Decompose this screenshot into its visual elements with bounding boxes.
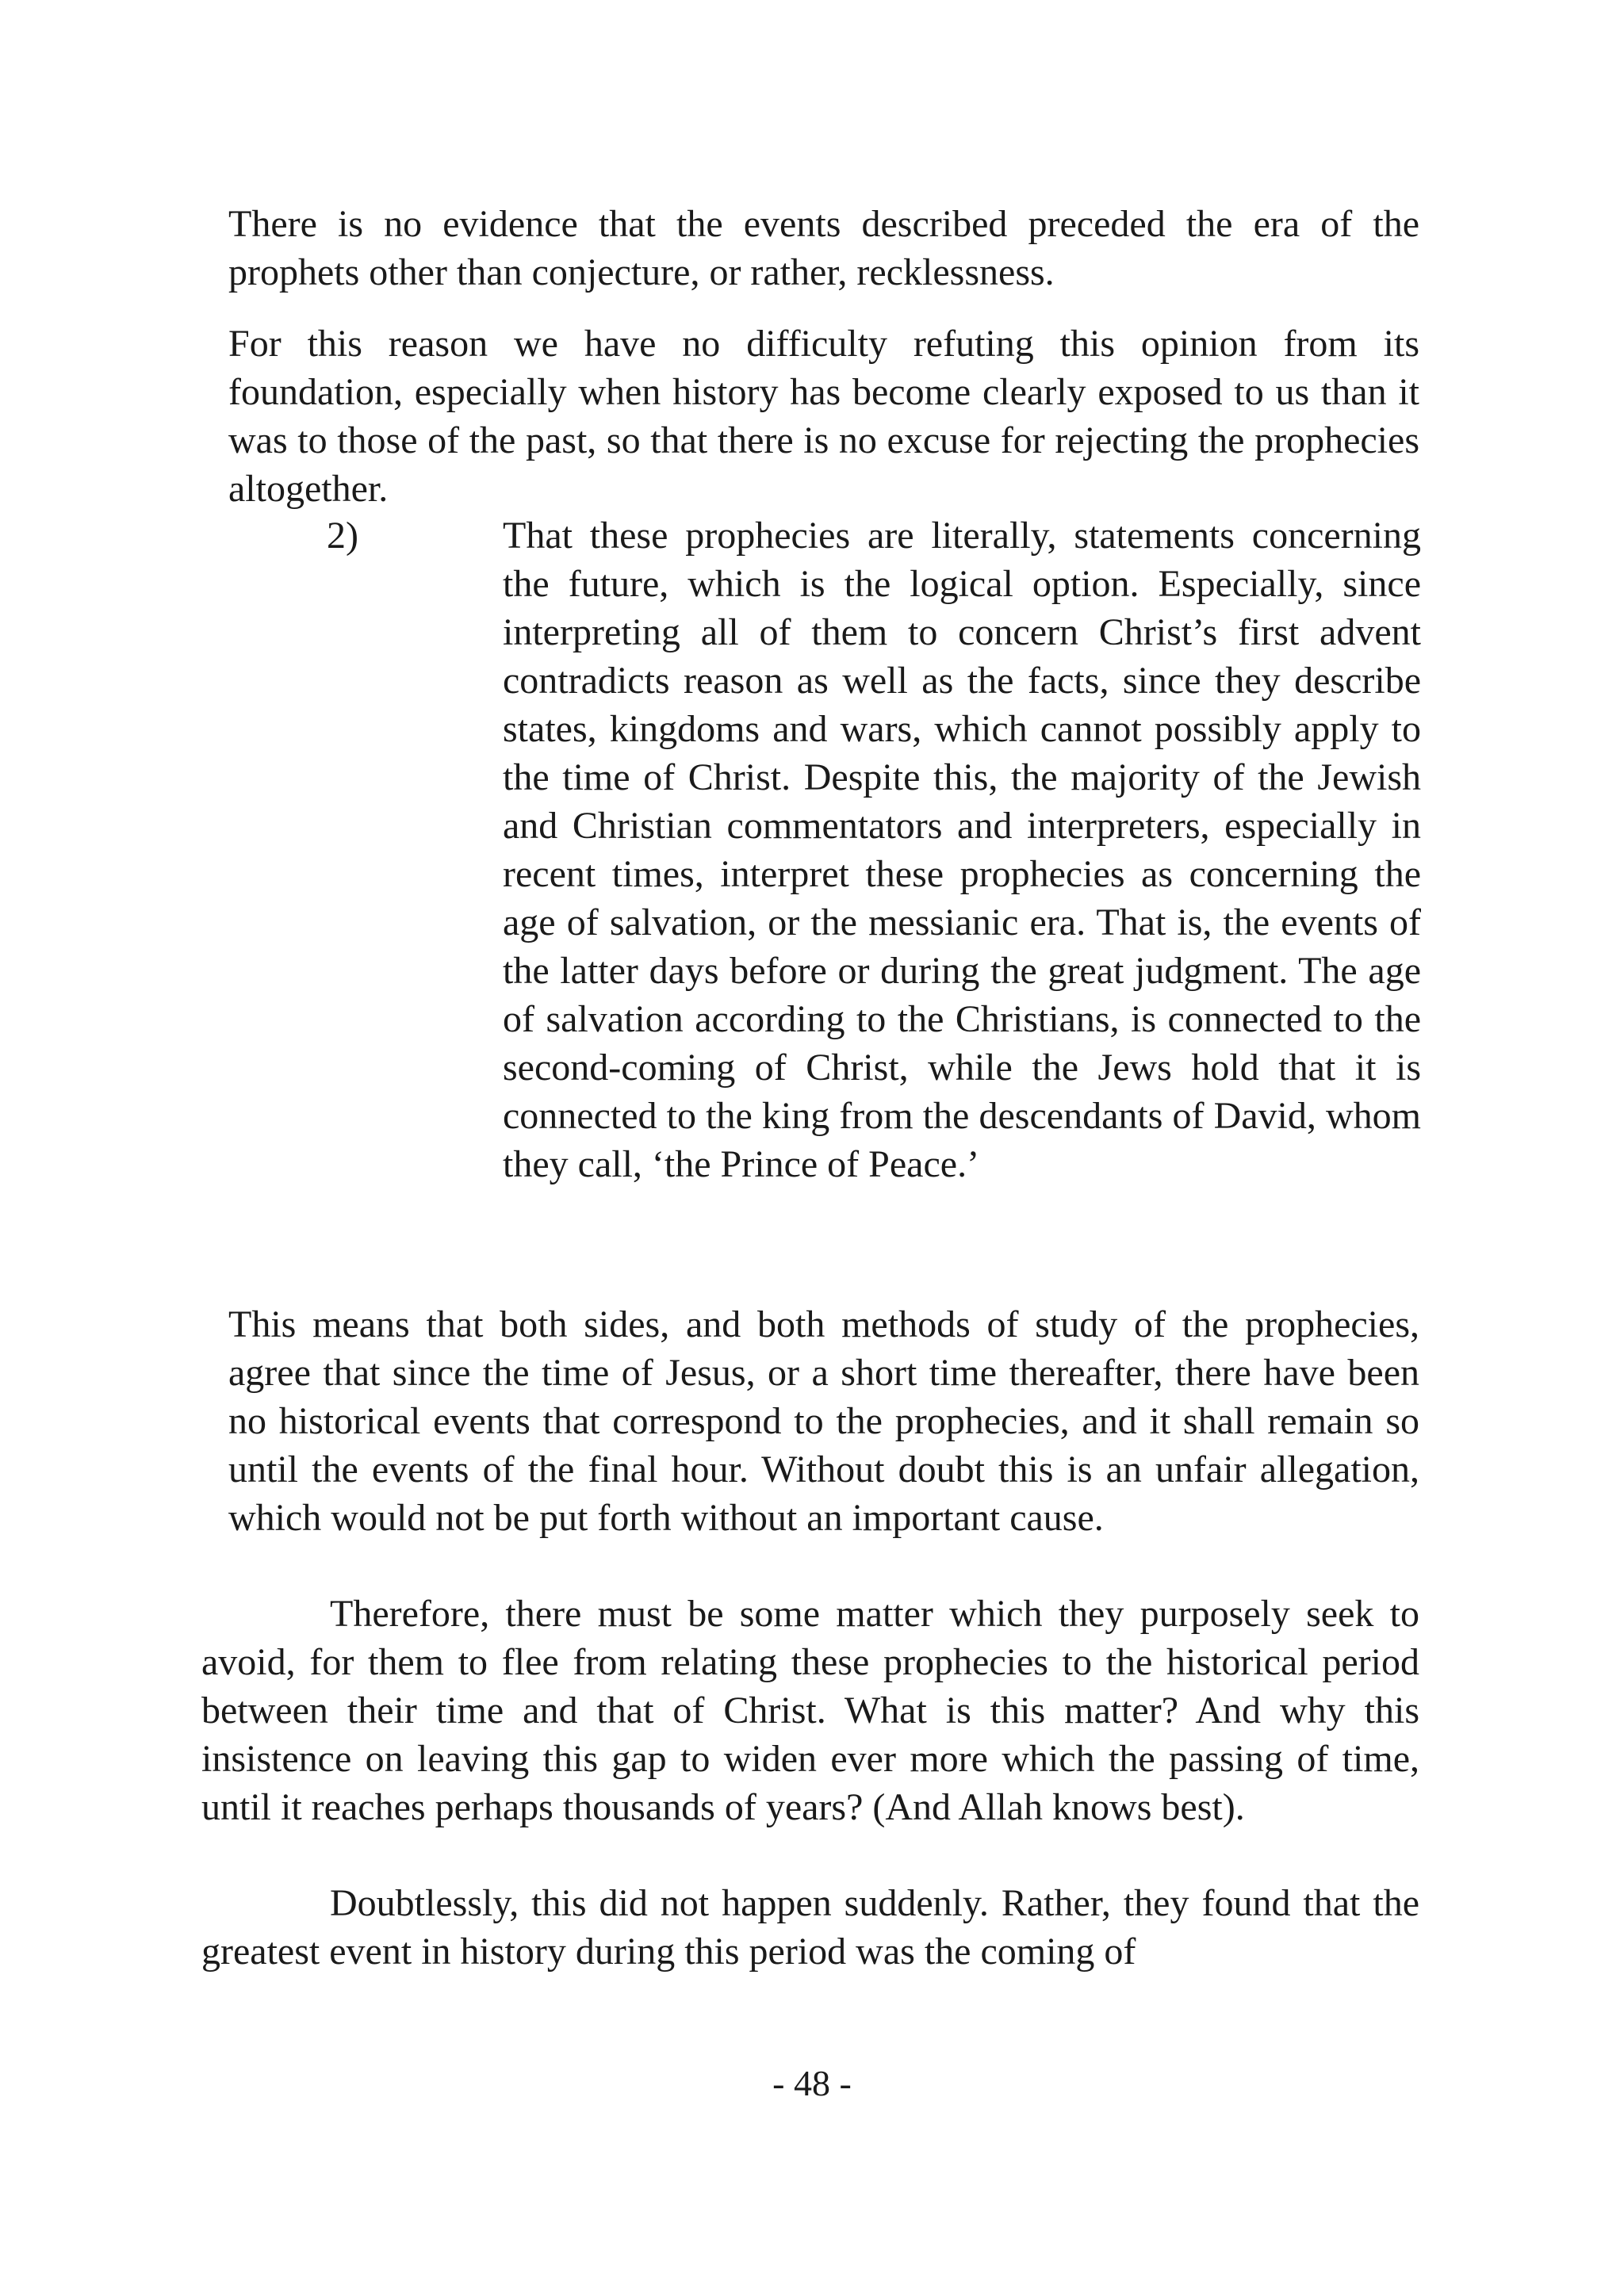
paragraph-evidence: There is no evidence that the events described preceded the era of the prophets other than conjecture, or rather, recklessness. bbox=[228, 203, 1419, 293]
paragraph-therefore: Therefore, there must be some matter which they purposely seek to avoid, for them to flee from relating these prophecies to the historical period between their time and that of Christ. What is this matter? And why this insistence on leaving this gap to widen ever more which the passing of time, until it reaches perhaps thousands of years? (And Allah knows best). bbox=[201, 1593, 1419, 1828]
list-item-marker: 2) bbox=[327, 515, 358, 557]
paragraph-doubtlessly: Doubtlessly, this did not happen suddenly. Rather, they found that the greatest event in history during this period was the coming of bbox=[201, 1882, 1419, 1973]
list-item-text: That these prophecies are literally, statements concerning the future, which is the logical option. Especially, since interpreting all of them to concern Christ’s first advent contradicts reason as well as the facts, since they describe states, kingdoms and wars, which cannot possibly apply to the time of Christ. Despite this, the majority of the Jewish and Christian commentators and interpreters, especially in recent times, interpret these prophecies as concerning the age of salvation, or the messianic era. That is, the events of the latter days before or during the great judgment. The age of salvation according to the Christians, is connected to the second-coming of Christ, while the Jews hold that it is connected to the king from the descendants of David, whom they call, ‘the Prince of Peace.’ bbox=[503, 515, 1421, 1185]
paragraph-both-sides: This means that both sides, and both methods of study of the prophecies, agree that since the time of Jesus, or a short time thereafter, there have been no historical events that correspond to the prophecies, and it shall remain so until the events of the final hour. Without doubt this is an unfair allegation, which would not be put forth without an important cause. bbox=[228, 1303, 1419, 1539]
page-number: - 48 - bbox=[772, 2063, 852, 2103]
numbered-list-item bbox=[327, 511, 1421, 1288]
paragraph-refuting-opinion: For this reason we have no difficulty refuting this opinion from its foundation, especially when history has become clearly exposed to us than it was to those of the past, so that there is no excuse for rejecting the prophecies altogether. bbox=[228, 323, 1419, 510]
